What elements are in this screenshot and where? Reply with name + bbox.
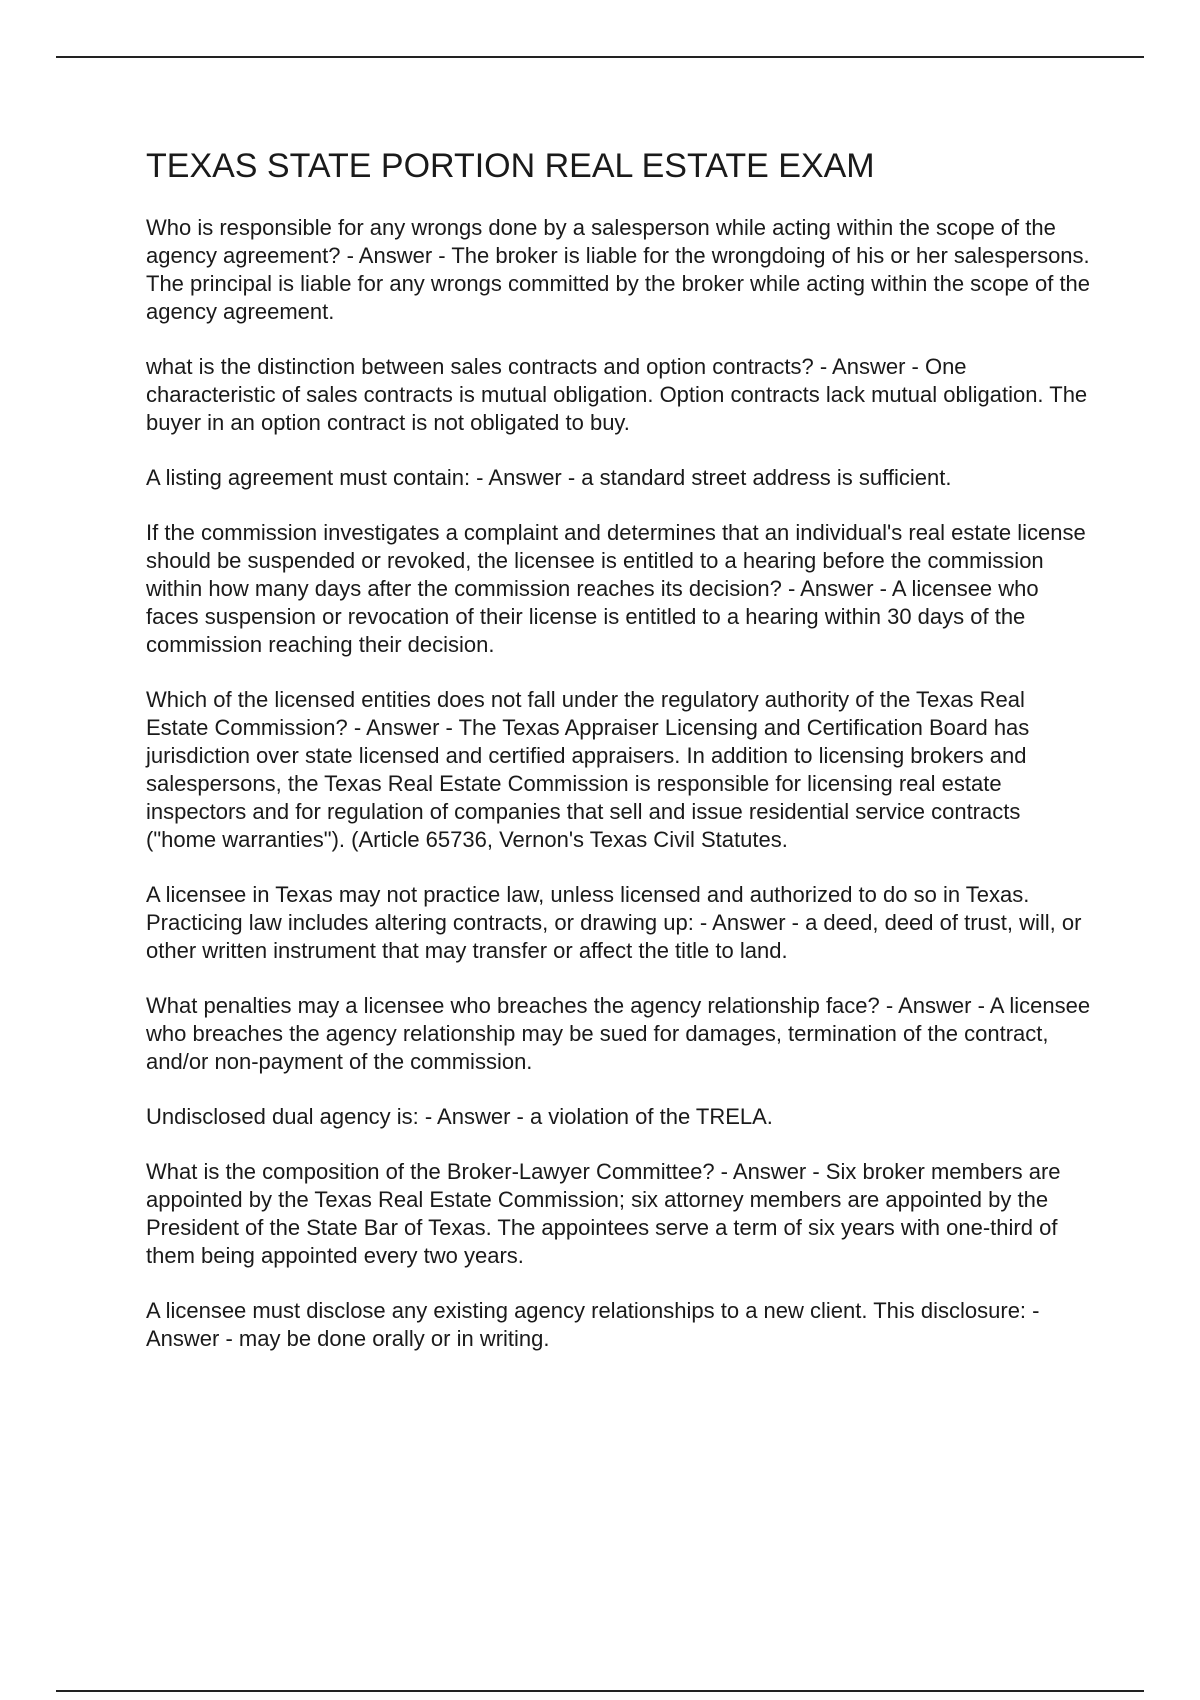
bottom-divider [56, 1690, 1144, 1692]
qa-entry: A licensee in Texas may not practice law, unless licensed and authorized to do so in Texas. Practicing law includes altering contracts, or drawing up: - Answer - a deed, deed of trust, will, or other written instrument that may transfer or affect the title to land. [146, 882, 1082, 963]
qa-entry: what is the distinction between sales contracts and option contracts? - Answer - One characteristic of sales contracts is mutual obligation. Option contracts lack mutual obligation. The buyer in an option contract is not obligated to buy. [146, 354, 1088, 435]
qa-entry: Who is responsible for any wrongs done by a salesperson while acting within the scope of the agency agreement? - Answer - The broker is liable for the wrongdoing of his or her salespersons. The principal is liable for any wrongs committed by the broker while acting within the scope of the agency agreement. [146, 215, 1091, 324]
qa-entry: Undisclosed dual agency is: - Answer - a violation of the TRELA. [146, 1104, 773, 1129]
document-body [146, 142, 1092, 1380]
qa-entry: Which of the licensed entities does not fall under the regulatory authority of the Texas Real Estate Commission? - Answer - The Texas Appraiser Licensing and Certification Board has jurisdiction over state licensed and certified appraisers. In addition to licensing brokers and salespersons, the Texas Real Estate Commission is responsible for licensing real estate inspectors and for regulation of companies that sell and issue residential service contracts ("home warranties"). (Article 65736, Vernon's Texas Civil Statutes. [146, 687, 1030, 852]
qa-entry: A listing agreement must contain: - Answer - a standard street address is sufficient. [146, 465, 952, 490]
qa-entry: What is the composition of the Broker-Lawyer Committee? - Answer - Six broker members are appointed by the Texas Real Estate Commission; six attorney members are appointed by the President of the State Bar of Texas. The appointees serve a term of six years with one-third of them being appointed every two years. [146, 1159, 1061, 1268]
qa-entry: If the commission investigates a complaint and determines that an individual's real estate license should be suspended or revoked, the licensee is entitled to a hearing before the commission within how many days after the commission reaches its decision? - Answer - A licensee who faces suspension or revocation of their license is entitled to a hearing within 30 days of the commission reaching their decision. [146, 520, 1086, 657]
top-divider [56, 56, 1144, 58]
qa-entry: What penalties may a licensee who breaches the agency relationship face? - Answer - A licensee who breaches the agency relationship may be sued for damages, termination of the contract, and/or non-payment of the commission. [146, 993, 1091, 1074]
qa-entry: A licensee must disclose any existing agency relationships to a new client. This disclosure: - Answer - may be done orally or in writing. [146, 1298, 1040, 1351]
page-title: TEXAS STATE PORTION REAL ESTATE EXAM [146, 147, 875, 185]
